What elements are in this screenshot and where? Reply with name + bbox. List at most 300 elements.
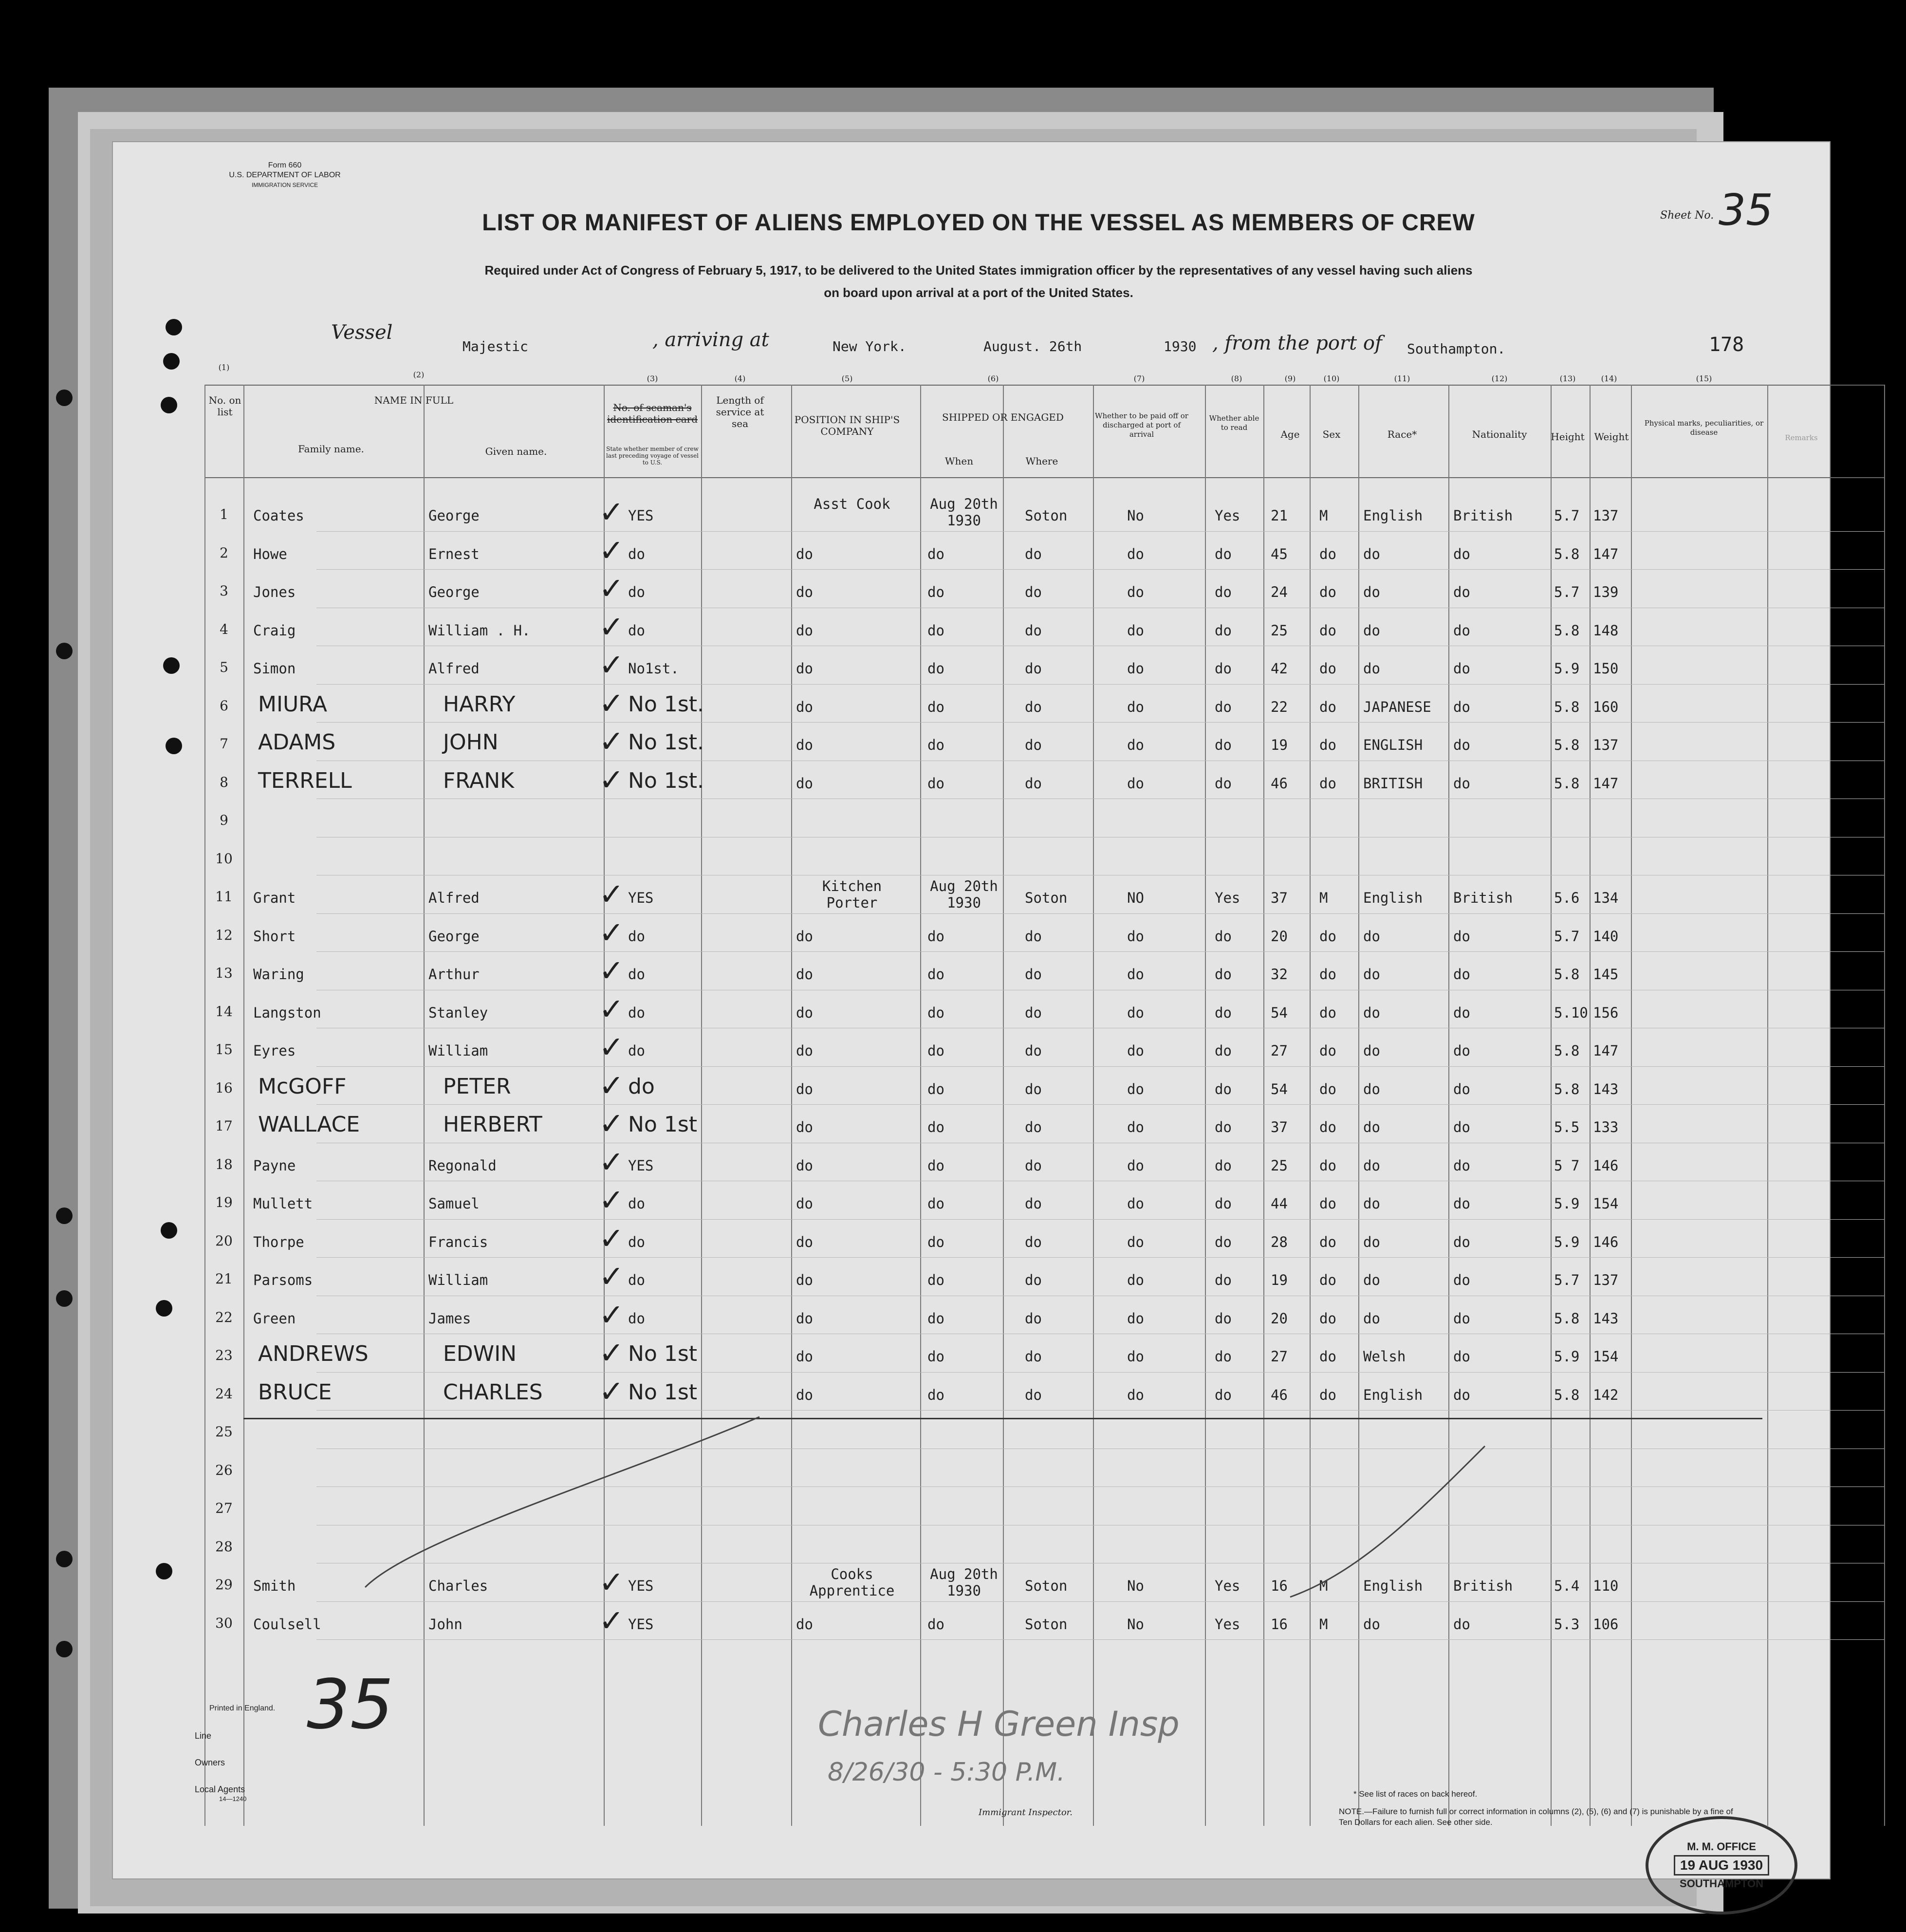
shipped-where: do — [1025, 737, 1042, 753]
nationality: do — [1453, 775, 1470, 792]
checkmark-icon: ✓ — [599, 914, 624, 950]
able-to-read: do — [1215, 1310, 1232, 1327]
nationality: British — [1453, 890, 1513, 906]
family-name: WALLACE — [258, 1112, 360, 1137]
nationality: do — [1453, 966, 1470, 983]
family-name: Coates — [253, 507, 304, 524]
family-name: Mullett — [253, 1195, 313, 1212]
id-card: YES — [628, 1157, 654, 1174]
position: do — [796, 1310, 813, 1327]
penalty-note: NOTE.—Failure to furnish full or correct information in columns (2), (5), (6) and (7) is punishable by a fine of Ten Dollars for each alien. See other side. — [1339, 1807, 1733, 1827]
owners-label: Owners — [195, 1758, 225, 1767]
age: 32 — [1271, 966, 1288, 983]
id-card: do — [628, 545, 645, 562]
signature-date: 8/26/30 - 5:30 P.M. — [828, 1758, 1065, 1787]
col-when: When — [944, 455, 974, 467]
row-number: 6 — [220, 697, 228, 714]
id-card: do — [628, 622, 645, 639]
paid-off: do — [1127, 584, 1144, 600]
weight: 150 — [1593, 660, 1619, 677]
weight: 147 — [1593, 545, 1619, 562]
paid-off: do — [1127, 928, 1144, 945]
paid-off: No — [1127, 507, 1144, 524]
sex: do — [1319, 1233, 1336, 1250]
shipped-where: do — [1025, 1195, 1042, 1212]
nationality: do — [1453, 1310, 1470, 1327]
family-name: Howe — [253, 545, 287, 562]
checkmark-icon: ✓ — [599, 1106, 624, 1141]
paid-off: do — [1127, 1310, 1144, 1327]
stamp-bottom: SOUTHAMPTON — [1680, 1877, 1763, 1890]
id-card: do — [628, 584, 645, 600]
nationality: do — [1453, 1042, 1470, 1059]
height: 5.9 — [1554, 660, 1580, 677]
sex: do — [1319, 1348, 1336, 1365]
checkmark-icon: ✓ — [599, 1335, 624, 1371]
col-family-name: Family name. — [298, 443, 364, 455]
given-name: Alfred — [428, 890, 480, 906]
position: do — [796, 1386, 813, 1403]
race: English — [1363, 1578, 1423, 1594]
weight: 154 — [1593, 1195, 1619, 1212]
shipped-when: do — [927, 1233, 944, 1250]
position: do — [796, 1195, 813, 1212]
sex: do — [1319, 1119, 1336, 1135]
paid-off: do — [1127, 1042, 1144, 1059]
nationality: do — [1453, 928, 1470, 945]
height: 5.8 — [1554, 622, 1580, 639]
col1-number: (1) — [218, 363, 230, 372]
race: do — [1363, 928, 1380, 945]
race: Welsh — [1363, 1348, 1406, 1365]
stamp-date: 19 AUG 1930 — [1674, 1855, 1769, 1876]
row-number: 28 — [215, 1538, 233, 1555]
id-card: do — [628, 1004, 645, 1021]
weight: 143 — [1593, 1080, 1619, 1097]
col-shipped-engaged: SHIPPED OR ENGAGED — [942, 411, 1064, 423]
arrival-year: 1930 — [1164, 338, 1197, 354]
shipped-where: do — [1025, 1233, 1042, 1250]
age: 24 — [1271, 584, 1288, 600]
sex: do — [1319, 928, 1336, 945]
race: do — [1363, 1310, 1380, 1327]
able-to-read: do — [1215, 1042, 1232, 1059]
punch-hole — [56, 1641, 73, 1657]
height: 5.10 — [1554, 1004, 1588, 1021]
position: do — [796, 775, 813, 792]
nationality: British — [1453, 1578, 1513, 1594]
punch-hole — [163, 657, 180, 674]
height: 5.4 — [1554, 1578, 1580, 1594]
row-number: 18 — [215, 1156, 233, 1172]
height: 5.8 — [1554, 775, 1580, 792]
weight: 143 — [1593, 1310, 1619, 1327]
id-card: YES — [628, 890, 654, 906]
given-name: George — [428, 928, 480, 945]
age: 21 — [1271, 507, 1288, 524]
race: do — [1363, 1157, 1380, 1174]
col-nationality: Nationality — [1472, 428, 1527, 440]
sex: do — [1319, 1272, 1336, 1288]
height: 5.6 — [1554, 890, 1580, 906]
age: 19 — [1271, 737, 1288, 753]
paid-off: No — [1127, 1578, 1144, 1594]
age: 22 — [1271, 698, 1288, 715]
service: IMMIGRATION SERVICE — [251, 182, 318, 188]
col-paid-off: Whether to be paid off or discharged at port of arrival — [1095, 411, 1188, 439]
shipped-where: do — [1025, 698, 1042, 715]
weight: 142 — [1593, 1386, 1619, 1403]
row-number: 20 — [215, 1232, 233, 1249]
checkmark-icon: ✓ — [599, 1297, 624, 1333]
row-number: 23 — [215, 1347, 233, 1363]
row-number: 10 — [215, 850, 233, 867]
checkmark-icon: ✓ — [599, 1144, 624, 1180]
nationality: do — [1453, 1004, 1470, 1021]
age: 27 — [1271, 1348, 1288, 1365]
row-number: 17 — [215, 1118, 233, 1134]
age: 28 — [1271, 1233, 1288, 1250]
arrival-date: August. 26th — [983, 338, 1082, 354]
age: 27 — [1271, 1042, 1288, 1059]
shipped-where: do — [1025, 1310, 1042, 1327]
vessel-label: Vessel — [331, 321, 393, 344]
col10-number: (10) — [1323, 374, 1340, 383]
height: 5.8 — [1554, 1042, 1580, 1059]
given-name: Ernest — [428, 545, 480, 562]
subtitle-line2: on board upon arrival at a port of the United States. — [824, 285, 1133, 300]
punch-hole — [161, 1222, 177, 1239]
race: do — [1363, 1004, 1380, 1021]
weight: 134 — [1593, 890, 1619, 906]
shipped-where: do — [1025, 1004, 1042, 1021]
position: do — [796, 1157, 813, 1174]
family-name: Short — [253, 928, 296, 945]
checkmark-icon: ✓ — [599, 1259, 624, 1294]
able-to-read: do — [1215, 1119, 1232, 1135]
col-id-card-note: State whether member of crew last preceding voyage of vessel to U.S. — [606, 446, 699, 466]
able-to-read: do — [1215, 545, 1232, 562]
shipped-when: do — [927, 775, 944, 792]
given-name: James — [428, 1310, 471, 1327]
nationality: do — [1453, 1195, 1470, 1212]
position: do — [796, 737, 813, 753]
row-number: 11 — [215, 889, 233, 905]
row-number: 14 — [215, 1003, 233, 1020]
weight: 154 — [1593, 1348, 1619, 1365]
given-name: Alfred — [428, 660, 480, 677]
id-card: do — [628, 1074, 655, 1099]
family-name: Craig — [253, 622, 296, 639]
shipped-when: do — [927, 622, 944, 639]
page-number: 178 — [1709, 334, 1744, 356]
height: 5.9 — [1554, 1233, 1580, 1250]
shipped-when: do — [927, 1616, 944, 1633]
sheet-number: 35 — [1719, 185, 1773, 235]
row-number: 8 — [220, 774, 228, 790]
nationality: do — [1453, 1157, 1470, 1174]
row-number: 25 — [215, 1424, 233, 1440]
race: do — [1363, 584, 1380, 600]
position: do — [796, 660, 813, 677]
given-name: Samuel — [428, 1195, 480, 1212]
shipped-when: do — [927, 584, 944, 600]
nationality: do — [1453, 1386, 1470, 1403]
given-name: Arthur — [428, 966, 480, 983]
sex: do — [1319, 1042, 1336, 1059]
paid-off: do — [1127, 545, 1144, 562]
col-height: Height — [1551, 431, 1585, 443]
given-name: John — [428, 1616, 463, 1633]
column-rule — [1884, 385, 1885, 1826]
position: Asst Cook — [814, 496, 890, 512]
nationality: do — [1453, 1272, 1470, 1288]
shipped-when: do — [927, 737, 944, 753]
col-able-to-read: Whether able to read — [1209, 414, 1259, 432]
shipped-where: do — [1025, 1119, 1042, 1135]
family-name: TERRELL — [258, 768, 352, 793]
paid-off: do — [1127, 698, 1144, 715]
able-to-read: do — [1215, 966, 1232, 983]
checkmark-icon: ✓ — [599, 494, 624, 530]
agents-label: Local Agents — [195, 1784, 245, 1794]
age: 37 — [1271, 890, 1288, 906]
age: 45 — [1271, 545, 1288, 562]
paid-off: do — [1127, 737, 1144, 753]
paid-off: do — [1127, 775, 1144, 792]
checkmark-icon: ✓ — [599, 876, 624, 912]
manifest-sheet — [112, 141, 1831, 1890]
shipped-where: do — [1025, 1042, 1042, 1059]
position: do — [796, 1004, 813, 1021]
race: do — [1363, 1616, 1380, 1633]
able-to-read: do — [1215, 584, 1232, 600]
able-to-read: do — [1215, 660, 1232, 677]
printed-in: Printed in England. — [209, 1704, 276, 1712]
race: do — [1363, 1042, 1380, 1059]
sex: do — [1319, 698, 1336, 715]
position: do — [796, 584, 813, 600]
age: 20 — [1271, 1310, 1288, 1327]
col-name-in-full: NAME IN FULL — [374, 394, 454, 406]
age: 54 — [1271, 1004, 1288, 1021]
id-card: No 1st — [628, 1379, 697, 1405]
shipped-when: Aug 20th 1930 — [930, 496, 998, 529]
checkmark-icon: ✓ — [599, 532, 624, 568]
paid-off: do — [1127, 1348, 1144, 1365]
family-name: Payne — [253, 1157, 296, 1174]
shipped-when: do — [927, 660, 944, 677]
weight: 137 — [1593, 507, 1619, 524]
col3-number: (3) — [647, 374, 658, 383]
shipped-where: do — [1025, 584, 1042, 600]
departure-port: Southampton. — [1407, 341, 1506, 357]
sex: do — [1319, 966, 1336, 983]
col-remarks: Remarks — [1785, 433, 1818, 442]
col-age: Age — [1280, 428, 1300, 440]
nationality: do — [1453, 1080, 1470, 1097]
checkmark-icon: ✓ — [599, 1182, 624, 1218]
position: do — [796, 1233, 813, 1250]
given-name: Regonald — [428, 1157, 497, 1174]
position: do — [796, 1042, 813, 1059]
height: 5.9 — [1554, 1195, 1580, 1212]
height: 5.7 — [1554, 928, 1580, 945]
nationality: do — [1453, 622, 1470, 639]
age: 37 — [1271, 1119, 1288, 1135]
checkmark-icon: ✓ — [599, 647, 624, 683]
vessel-name: Majestic — [463, 338, 528, 354]
given-name: JOHN — [443, 730, 499, 755]
shipped-where: do — [1025, 660, 1042, 677]
weight: 148 — [1593, 622, 1619, 639]
shipped-where: Soton — [1025, 1578, 1068, 1594]
given-name: HARRY — [443, 691, 516, 717]
shipped-where: do — [1025, 1348, 1042, 1365]
row-number: 1 — [220, 506, 228, 522]
page-title: LIST OR MANIFEST OF ALIENS EMPLOYED ON THE VESSEL AS MEMBERS OF CREW — [482, 210, 1475, 236]
id-card: do — [628, 1042, 645, 1059]
sex: do — [1319, 545, 1336, 562]
position: Kitchen Porter — [822, 878, 882, 911]
id-card: do — [628, 1195, 645, 1212]
nationality: do — [1453, 584, 1470, 600]
shipped-when: do — [927, 1272, 944, 1288]
col5-number: (5) — [841, 374, 853, 383]
punch-hole — [56, 1208, 73, 1224]
race: do — [1363, 660, 1380, 677]
col8-number: (8) — [1231, 374, 1242, 383]
row-number: 26 — [215, 1462, 233, 1478]
form-code: 14—1240 — [219, 1795, 247, 1802]
position: do — [796, 1080, 813, 1097]
row-number: 15 — [215, 1041, 233, 1058]
family-name: Langston — [253, 1004, 321, 1021]
arriving-label: , arriving at — [652, 329, 769, 351]
row-number: 2 — [220, 544, 228, 561]
age: 42 — [1271, 660, 1288, 677]
shipped-when: do — [927, 1119, 944, 1135]
position: do — [796, 545, 813, 562]
able-to-read: Yes — [1215, 1616, 1240, 1633]
shipped-when: do — [927, 1348, 944, 1365]
row-number: 5 — [220, 659, 228, 675]
sex: do — [1319, 1195, 1336, 1212]
paid-off: do — [1127, 1157, 1144, 1174]
sex: do — [1319, 1004, 1336, 1021]
race: English — [1363, 507, 1423, 524]
sex: M — [1319, 1578, 1328, 1594]
row-number: 13 — [215, 965, 233, 981]
paid-off: do — [1127, 1119, 1144, 1135]
line-label: Line — [195, 1731, 212, 1741]
shipped-when: do — [927, 545, 944, 562]
checkmark-icon: ✓ — [599, 762, 624, 798]
race: BRITISH — [1363, 775, 1423, 792]
shipped-when: do — [927, 1157, 944, 1174]
shipped-where: do — [1025, 966, 1042, 983]
age: 25 — [1271, 1157, 1288, 1174]
family-name: Eyres — [253, 1042, 296, 1059]
id-card: do — [628, 966, 645, 983]
position: do — [796, 1119, 813, 1135]
sex: do — [1319, 584, 1336, 600]
race: do — [1363, 1195, 1380, 1212]
sex: do — [1319, 1310, 1336, 1327]
row-number: 4 — [220, 621, 228, 637]
shipped-when: do — [927, 1042, 944, 1059]
race: do — [1363, 1233, 1380, 1250]
able-to-read: do — [1215, 1080, 1232, 1097]
race: do — [1363, 545, 1380, 562]
height: 5.7 — [1554, 507, 1580, 524]
sex: M — [1319, 1616, 1328, 1633]
given-name: EDWIN — [443, 1341, 517, 1366]
col-given-name: Given name. — [485, 446, 547, 457]
id-card: do — [628, 1233, 645, 1250]
nationality: do — [1453, 1119, 1470, 1135]
age: 46 — [1271, 775, 1288, 792]
paid-off: do — [1127, 1004, 1144, 1021]
height: 5.5 — [1554, 1119, 1580, 1135]
sex: do — [1319, 622, 1336, 639]
checkmark-icon: ✓ — [599, 991, 624, 1027]
col7-number: (7) — [1133, 374, 1145, 383]
given-name: Charles — [428, 1578, 488, 1594]
shipped-when: Aug 20th 1930 — [930, 878, 998, 911]
col-race: Race* — [1387, 428, 1417, 440]
height: 5.8 — [1554, 1080, 1580, 1097]
col9-number: (9) — [1284, 374, 1296, 383]
given-name: George — [428, 584, 480, 600]
family-name: McGOFF — [258, 1074, 347, 1099]
shipped-when: do — [927, 1080, 944, 1097]
row-number: 22 — [215, 1309, 233, 1325]
height: 5.8 — [1554, 545, 1580, 562]
col14-number: (14) — [1601, 374, 1617, 383]
family-name: Waring — [253, 966, 304, 983]
family-name: ANDREWS — [258, 1341, 369, 1366]
stamp-top: M. M. OFFICE — [1687, 1840, 1756, 1853]
shipped-when: do — [927, 1195, 944, 1212]
position: do — [796, 1616, 813, 1633]
inspector-label: Immigrant Inspector. — [979, 1807, 1073, 1818]
able-to-read: do — [1215, 928, 1232, 945]
checkmark-icon: ✓ — [599, 1067, 624, 1103]
family-name: MIURA — [258, 691, 328, 717]
able-to-read: Yes — [1215, 890, 1240, 906]
weight: 146 — [1593, 1233, 1619, 1250]
sheet-label: Sheet No. — [1660, 209, 1714, 222]
shipped-where: do — [1025, 775, 1042, 792]
able-to-read: do — [1215, 698, 1232, 715]
shipped-where: Soton — [1025, 507, 1068, 524]
paid-off: do — [1127, 1233, 1144, 1250]
age: 54 — [1271, 1080, 1288, 1097]
family-name: Grant — [253, 890, 296, 906]
given-name: William . H. — [428, 622, 531, 639]
nationality: do — [1453, 698, 1470, 715]
col11-number: (11) — [1394, 374, 1410, 383]
sex: do — [1319, 660, 1336, 677]
given-name: Stanley — [428, 1004, 488, 1021]
family-name: Jones — [253, 584, 296, 600]
able-to-read: do — [1215, 1386, 1232, 1403]
checkmark-icon: ✓ — [599, 1564, 624, 1600]
shipped-where: do — [1025, 1157, 1042, 1174]
height: 5.8 — [1554, 966, 1580, 983]
weight: 110 — [1593, 1578, 1619, 1594]
